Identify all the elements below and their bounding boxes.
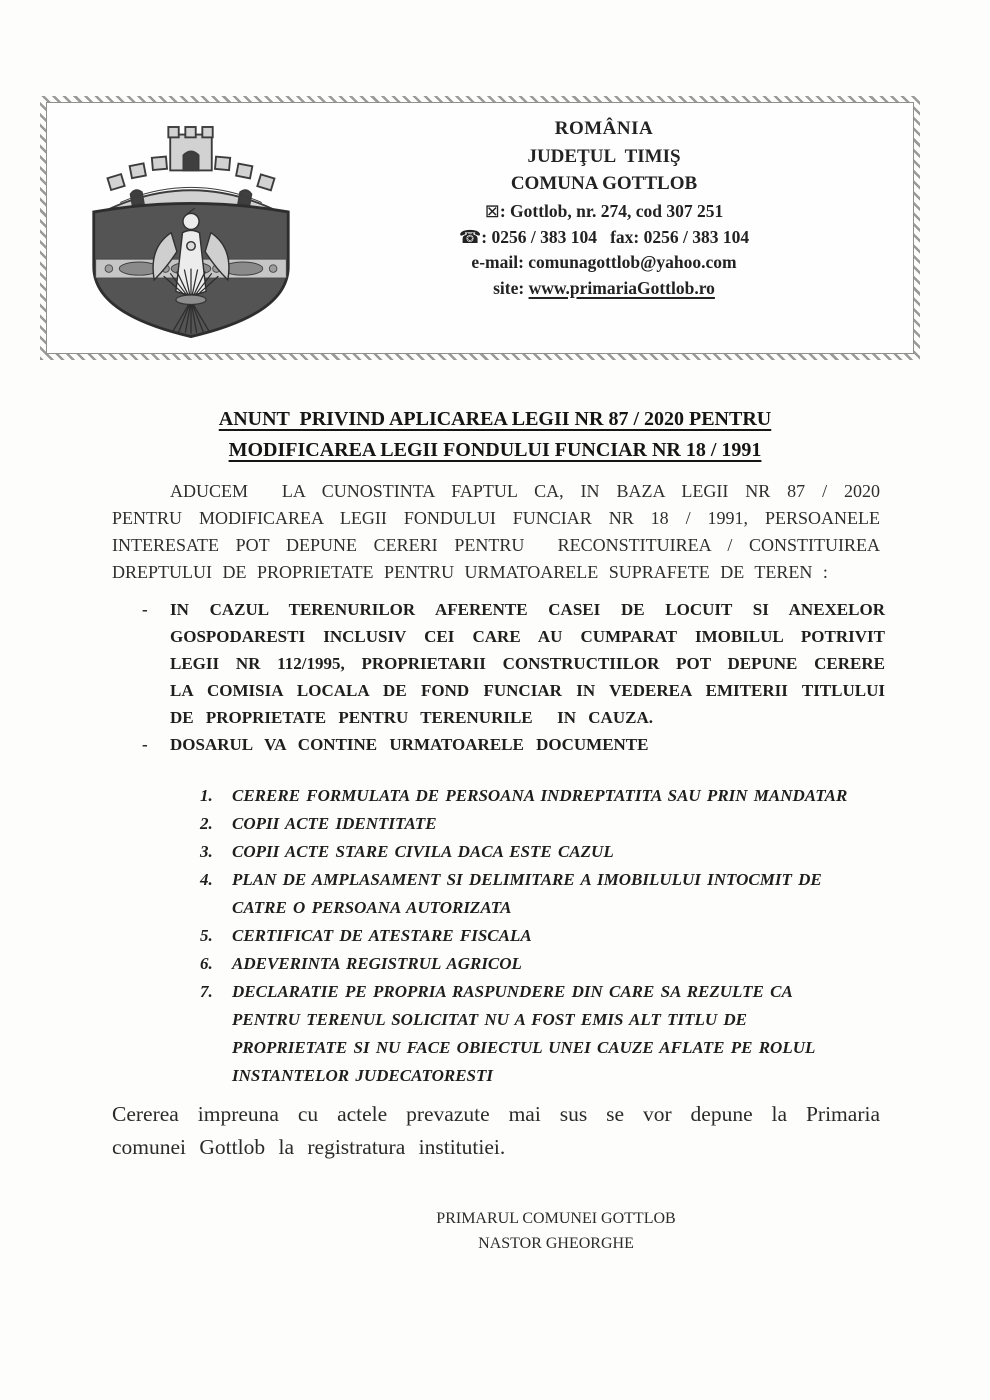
address-line bbox=[309, 198, 899, 224]
email-address: comunagottlob@yahoo.com bbox=[528, 252, 737, 273]
document-item: CERERE FORMULATA DE PERSOANA INDREPTATITA SAU PRIN MANDATAR bbox=[232, 786, 848, 805]
provisions-list bbox=[140, 596, 885, 758]
document-title bbox=[0, 404, 990, 466]
coat-of-arms-graphic bbox=[73, 115, 309, 341]
phone-fax-text: : 0256 / 383 104 fax: 0256 / 383 104 bbox=[481, 227, 750, 248]
letterhead-text bbox=[309, 111, 899, 301]
signer-name: NASTOR GHEORGHE bbox=[478, 1235, 634, 1252]
document-item: ADEVERINTA REGISTRUL AGRICOL bbox=[232, 954, 522, 973]
title-line-1: ANUNT PRIVIND APLICAREA LEGII NR 87 / 2020 PENTRU bbox=[218, 408, 772, 430]
coat-of-arms bbox=[73, 115, 309, 346]
signature-block bbox=[61, 1206, 990, 1256]
country-name: ROMÂNIA bbox=[554, 118, 654, 139]
email-label: e-mail: bbox=[471, 252, 524, 273]
county-name: JUDEŢUL TIMIŞ bbox=[527, 145, 681, 167]
signer-title: PRIMARUL COMUNEI GOTTLOB bbox=[436, 1210, 676, 1227]
document-item: PLAN DE AMPLASAMENT SI DELIMITARE A IMOBILULUI INTOCMIT DE CATRE O PERSOANA AUTORIZATA bbox=[232, 870, 822, 917]
document-item: COPII ACTE IDENTITATE bbox=[232, 814, 437, 833]
intro-paragraph: ADUCEM LA CUNOSTINTA FAPTUL CA, IN BAZA LEGII NR 87 / 2020 PENTRU MODIFICAREA LEGII FONDULUI FUNCIAR NR 18 / 1991, PERSOANELE INTERESATE POT DEPUNE CERERI PENTRU RECONSTITUIREA / CONSTITUIREA DREPTULUI DE PROPRIETATE PENTRU URMATOARELE SUPRAFETE DE TEREN : bbox=[112, 481, 880, 582]
title-line-2: MODIFICAREA LEGII FONDULUI FUNCIAR NR 18 / 1991 bbox=[228, 439, 762, 461]
document-item: CERTIFICAT DE ATESTARE FISCALA bbox=[232, 926, 532, 945]
email-line bbox=[309, 250, 899, 275]
letterhead-inner bbox=[46, 102, 914, 354]
commune-name: COMUNA GOTTLOB bbox=[510, 173, 698, 195]
address-text: : Gottlob, nr. 274, cod 307 251 bbox=[499, 200, 724, 221]
phone-line bbox=[309, 224, 899, 250]
site-line bbox=[309, 276, 899, 301]
document-item: DECLARATIE PE PROPRIA RASPUNDERE DIN CARE SA REZULTE CA PENTRU TERENUL SOLICITAT NU A FOST EMIS ALT TITLU DE PROPRIETATE SI NU FACE OBIECTUL UNEI CAUZE AFLATE PE ROLUL INSTANTELOR JUDECATORESTI bbox=[232, 982, 815, 1085]
documents-list bbox=[200, 782, 860, 1090]
letterhead-box bbox=[40, 96, 920, 360]
site-label: site: bbox=[493, 277, 525, 298]
envelope-icon: ⊠ bbox=[484, 200, 500, 221]
telephone-icon: ☎ bbox=[458, 227, 482, 248]
site-url: www.primariaGottlob.ro bbox=[528, 277, 715, 298]
closing-paragraph: Cererea impreuna cu actele prevazute mai sus se vor depune la Primaria comunei Gottlob la registratura institutiei. bbox=[112, 1102, 880, 1159]
provision-item: - IN CAZUL TERENURILOR AFERENTE CASEI DE LOCUIT SI ANEXELOR GOSPODARESTI INCLUSIV CEI CARE AU CUMPARAT IMOBILUL POTRIVIT LEGII NR 112/1995, PROPRIETARII CONSTRUCTIILOR POT DEPUNE CERERE LA COMISIA LOCALA DE FOND FUNCIAR IN VEDEREA EMITERII TITLULUI DE PROPRIETATE PENTRU TERENURILE IN CAUZA. bbox=[140, 596, 885, 731]
document-item: COPII ACTE STARE CIVILA DACA ESTE CAZUL bbox=[232, 842, 614, 861]
provision-item: - DOSARUL VA CONTINE URMATOARELE DOCUMENTE bbox=[140, 731, 885, 758]
